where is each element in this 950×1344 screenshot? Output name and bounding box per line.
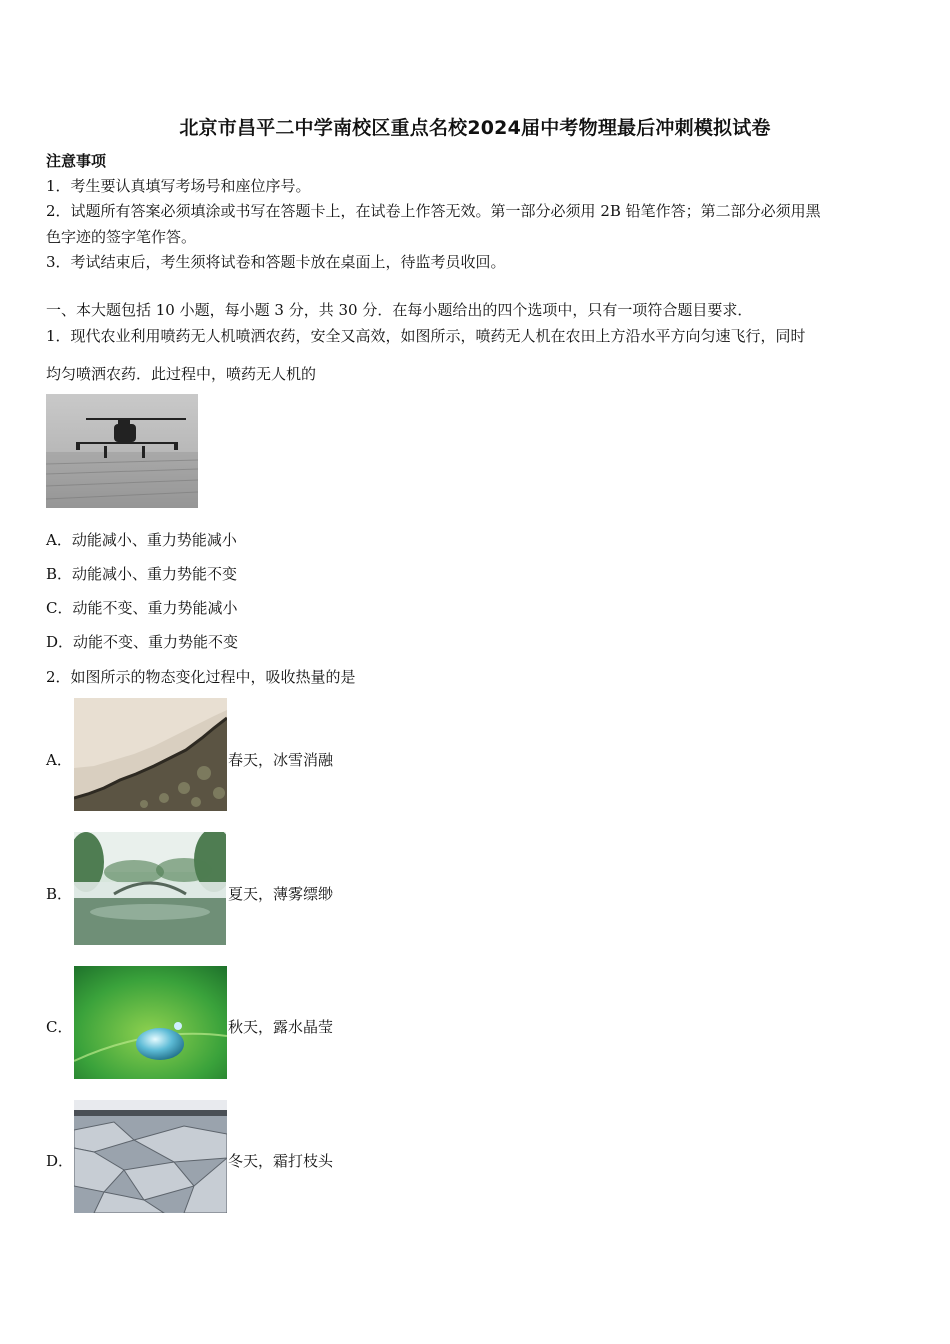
option-c: C．动能不变、重力势能减小 xyxy=(46,599,238,617)
option-d-letter: D． xyxy=(46,1152,74,1170)
option-a: A．动能减小、重力势能减小 xyxy=(46,531,237,549)
option-d: D．动能不变、重力势能不变 xyxy=(46,633,239,651)
drone-spraying-image xyxy=(46,394,198,508)
frozen-lake-image xyxy=(74,1100,227,1213)
section-intro: 一、本大题包括 10 小题，每小题 3 分，共 30 分．在每小题给出的四个选项中，只有一项符合题目要求． xyxy=(46,301,753,319)
notice-heading: 注意事项 xyxy=(46,152,107,170)
question-1-stem: 1．现代农业利用喷药无人机喷洒农药，安全又高效，如图所示，喷药无人机在农田上方沿水平方向匀速飞行，同时 xyxy=(46,327,806,345)
option-b-letter: B． xyxy=(46,885,73,903)
question-1-stem-continued: 均匀喷洒农药．此过程中，喷药无人机的 xyxy=(46,365,317,383)
option-c-text: 秋天，露水晶莹 xyxy=(228,1018,334,1036)
option-d-text: 冬天，霜打枝头 xyxy=(228,1152,334,1170)
notice-item: 2．试题所有答案必须填涂或书写在答题卡上，在试卷上作答无效。第一部分必须用 2B 铅笔作答；第二部分必须用黑 xyxy=(46,202,821,220)
option-a-letter: A． xyxy=(46,751,72,769)
misty-lake-image xyxy=(74,832,226,945)
option-b-text: 夏天，薄雾缥缈 xyxy=(228,885,334,903)
option-a-text: 春天，冰雪消融 xyxy=(228,751,334,769)
dew-drop-image xyxy=(74,966,227,1079)
notice-item: 色字迹的签字笔作答。 xyxy=(46,228,197,246)
melting-ice-image xyxy=(74,698,227,811)
option-c-letter: C． xyxy=(46,1018,73,1036)
page-title: 北京市昌平二中学南校区重点名校2024届中考物理最后冲刺模拟试卷 xyxy=(179,117,771,139)
notice-item: 1．考生要认真填写考场号和座位序号。 xyxy=(46,177,311,195)
question-2-stem: 2．如图所示的物态变化过程中，吸收热量的是 xyxy=(46,668,356,686)
option-b: B．动能减小、重力势能不变 xyxy=(46,565,238,583)
notice-item: 3．考试结束后，考生须将试卷和答题卡放在桌面上，待监考员收回。 xyxy=(46,253,506,271)
